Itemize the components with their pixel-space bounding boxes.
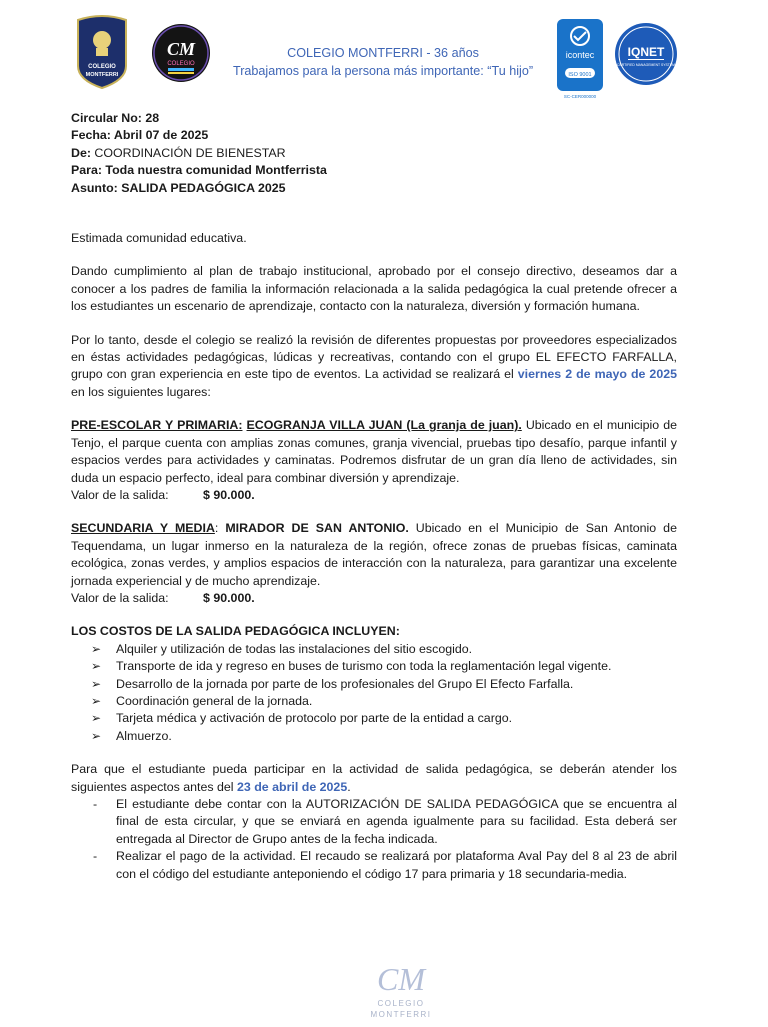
- requirements-list: [71, 796, 677, 883]
- letterhead: [0, 0, 768, 110]
- letterhead-text: [210, 44, 556, 80]
- circular-body: [71, 110, 677, 883]
- price-label: Valor de la salida:: [71, 590, 169, 605]
- intro-paragraph: Dando cumplimiento al plan de trabajo institucional, aprobado por el consejo directivo, deseamos dar a conocer a los padres de familia la información relacionada a la salida pedagógica la cual pretende ofrecer a los estudiantes un escenario de aprendizaje, contacto con la naturaleza, diversión y formación humana.: [71, 264, 677, 314]
- icontec-certification-logo: [556, 18, 604, 100]
- circular-to: Para: Toda nuestra comunidad Montferrista: [71, 163, 327, 178]
- primary-price-row: [71, 487, 677, 504]
- svg-text:CERTIFIED MANAGEMENT SYSTEM: CERTIFIED MANAGEMENT SYSTEM: [617, 63, 675, 67]
- price-label: Valor de la salida:: [71, 487, 169, 502]
- greeting: Estimada comunidad educativa.: [71, 231, 247, 246]
- costs-section: [71, 623, 677, 745]
- secondary-price-row: [71, 590, 677, 607]
- list-item: ➢ Alquiler y utilización de todas las instalaciones del sitio escogido.: [91, 641, 677, 658]
- primary-level: PRE-ESCOLAR Y PRIMARIA:: [71, 418, 243, 433]
- iqnet-certification-logo: [614, 22, 678, 86]
- primary-description: Ubicado en el municipio de Tenjo, el parque cuenta con amplias zonas comunes, granja vivencial, pruebas tipo desafío, parque infantil y espacios verdes para actividades y caminatas. Podremos disfrutar de un gran día lleno de actividades, sin duda un espacio perfecto, ideal para combinar diversión y aprendizaje.: [71, 418, 677, 485]
- svg-text:CM: CM: [166, 39, 196, 59]
- circular-subject: Asunto: SALIDA PEDAGÓGICA 2025: [71, 180, 286, 195]
- svg-text:CM: CM: [377, 961, 425, 997]
- primary-place: ECOGRANJA VILLA JUAN (La granja de juan).: [246, 418, 522, 433]
- svg-text:COLEGIO: COLEGIO: [167, 61, 195, 67]
- svg-text:icontec: icontec: [565, 50, 595, 60]
- svg-text:IQNET: IQNET: [627, 45, 665, 59]
- circular-from: [71, 145, 677, 162]
- svg-text:MONTFERRI: MONTFERRI: [370, 1010, 432, 1019]
- circular-meta: [71, 110, 677, 197]
- svg-text:COLEGIO: COLEGIO: [377, 999, 425, 1008]
- svg-text:COLEGIO: COLEGIO: [88, 64, 116, 70]
- proposal-paragraph: Por lo tanto, desde el colegio se realizó la revisión de diferentes propuestas por proveedores especializados en éstas actividades pedagógicas, lúdicas y recreativas, contando con el grupo EL EFECTO FARFALLA, grupo con gran experiencia en este tipo de eventos. La actividad se realizará el viernes 2 de mayo de 2025 en los siguientes lugares:: [71, 332, 677, 399]
- list-item: ➢ Transporte de ida y regreso en buses de turismo con toda la reglamentación legal vigente.: [91, 658, 677, 675]
- montferri-shield-logo: [72, 14, 132, 90]
- list-item: ➢ Almuerzo.: [91, 728, 677, 745]
- secondary-section: SECUNDARIA Y MEDIA: MIRADOR DE SAN ANTONIO. Ubicado en el Municipio de San Antonio de Tequendama, un lugar inmerso en la naturaleza de la región, ofrece zonas de pruebas físicas, caminata ecológica, zonas verdes, y amplios espacios de interacción con la naturaleza, para garantizar una excelente jornada experiencial y de mucho aprendizaje. Valor de la salida: $ 90.000.: [71, 520, 677, 607]
- list-item: ➢ Desarrollo de la jornada por parte de los profesionales del Grupo El Efecto Farfalla.: [91, 676, 677, 693]
- school-name: COLEGIO MONTFERRI - 36 años: [287, 46, 479, 60]
- svg-text:ISO 9001: ISO 9001: [568, 72, 592, 78]
- requirements-section: Para que el estudiante pueda participar en la actividad de salida pedagógica, se deberán atender los siguientes aspectos antes del 23 de abril de 2025. - El estudiante debe contar con la AUTORIZACIÓN DE SALIDA PEDAGÓGICA que se encuentra al final de esta circular, y que se enviará en agenda igualmente para su facilidad. Esta deberá ser entregada al Director de Grupo antes de la fecha indicada. - Realizar el pago de la actividad. El recaudo se realizará por plataforma Aval Pay del 8 al 23 de abril con el código del estudiante anteponiendo el código 17 para primaria y 18 secundaria-media.: [71, 761, 677, 883]
- cm-circle-logo: [150, 22, 212, 84]
- secondary-place: MIRADOR DE SAN ANTONIO.: [225, 521, 409, 536]
- price-value: $ 90.000.: [203, 590, 255, 605]
- list-item: - Realizar el pago de la actividad. El recaudo se realizará por plataforma Aval Pay del 8 al 23 de abril con el código del estudiante anteponiendo el código 17 para primaria y 18 secundaria-media.: [91, 848, 677, 883]
- circular-number: Circular No: 28: [71, 111, 160, 125]
- costs-list: [71, 641, 677, 745]
- list-item: ➢ Coordinación general de la jornada.: [91, 693, 677, 710]
- school-motto: Trabajamos para la persona más importante: “Tu hijo”: [232, 64, 534, 78]
- list-item: ➢ Tarjeta médica y activación de protocolo por parte de la entidad a cargo.: [91, 710, 677, 727]
- from-value: COORDINACIÓN DE BIENESTAR: [94, 145, 286, 160]
- list-item: - El estudiante debe contar con la AUTORIZACIÓN DE SALIDA PEDAGÓGICA que se encuentra al final de esta circular, y que se enviará en agenda igualmente para su facilidad. Esta deberá ser entregada al Director de Grupo antes de la fecha indicada.: [91, 796, 677, 848]
- footer-watermark-logo: [364, 958, 438, 1022]
- primary-section: [71, 417, 677, 504]
- circular-date: Fecha: Abril 07 de 2025: [71, 128, 209, 143]
- activity-date: viernes 2 de mayo de 2025: [517, 367, 677, 382]
- price-value: $ 90.000.: [203, 487, 255, 502]
- secondary-level: SECUNDARIA Y MEDIA: [71, 521, 215, 536]
- svg-text:MONTFERRI: MONTFERRI: [85, 72, 119, 78]
- secondary-description: Ubicado en el Municipio de San Antonio de Tequendama, un lugar inmerso en la naturaleza de la región, ofrece zonas de pruebas físicas, caminata ecológica, zonas verdes, y amplios espacios de interacción con la naturaleza, para garantizar una excelente jornada experiencial y de mucho aprendizaje.: [71, 521, 677, 588]
- svg-text:SC-CER000000: SC-CER000000: [563, 94, 597, 99]
- from-label: De:: [71, 145, 91, 160]
- costs-title: LOS COSTOS DE LA SALIDA PEDAGÓGICA INCLUYEN:: [71, 624, 400, 639]
- deadline-date: 23 de abril de 2025: [237, 779, 348, 794]
